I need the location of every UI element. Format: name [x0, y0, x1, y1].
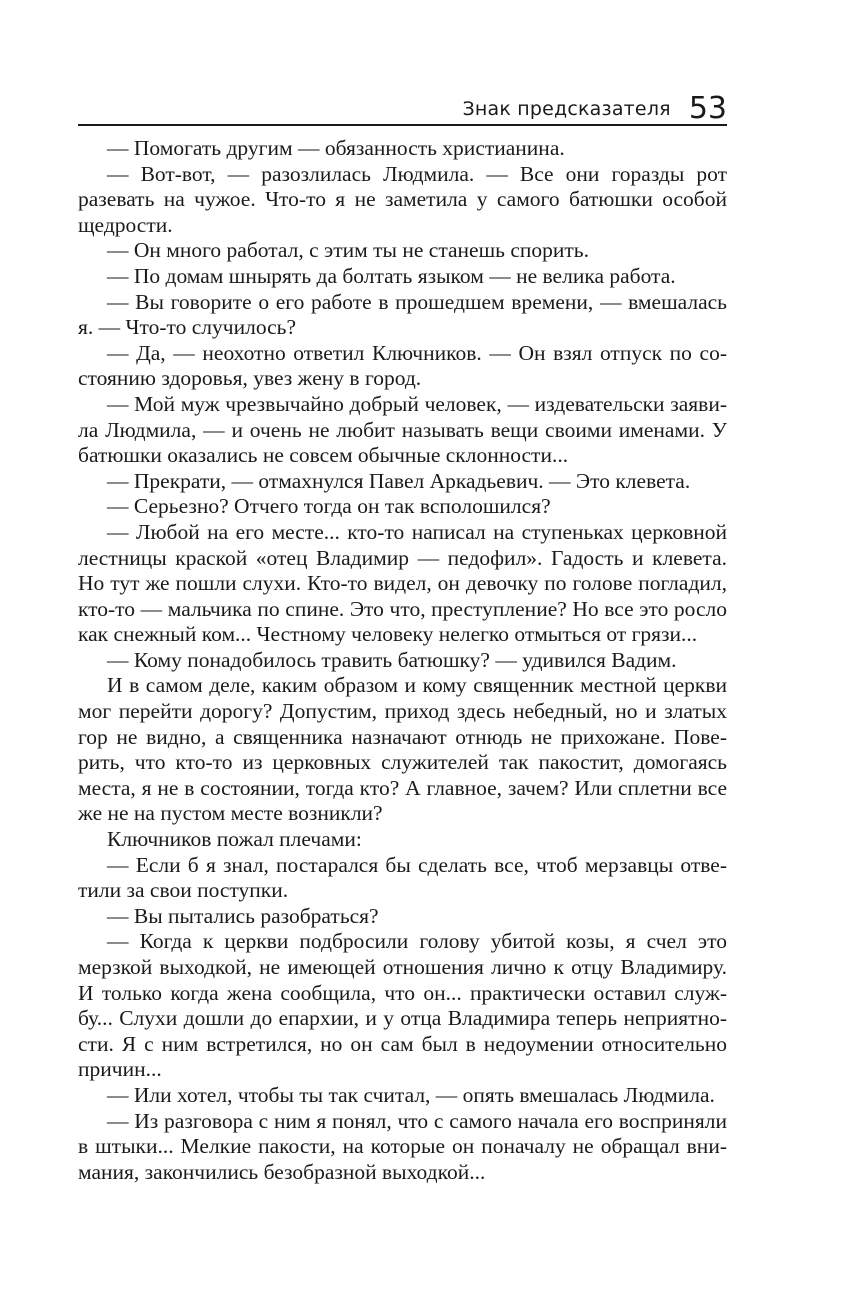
running-header	[78, 84, 727, 126]
paragraph: — Если б я знал, постарался бы сделать все, чтоб мерзавцы ответили за свои поступки.	[78, 852, 727, 903]
paragraph: — Он много работал, с этим ты не станешь спорить.	[107, 238, 589, 263]
paragraph: Ключников пожал плечами:	[107, 827, 362, 852]
paragraph: — Мой муж чрезвычайно добрый человек, — издевательски заявила Людмила, — и очень не любит называть вещи своими именами. У батюшки оказались не совсем обычные склонности...	[78, 391, 727, 468]
paragraph: И в самом деле, каким образом и кому священник местной церкви мог перейти дорогу? Допустим, приход здесь небедный, но и златых гор не видно, а священника назначают отнюдь не прихожане. Поверить, что кто-то из церковных служителей так пакостит, домогаясь места, я не в состоянии, тогда кто? А главное, зачем? Или сплетни все же не на пустом месте возникли?	[78, 673, 727, 826]
paragraph: — Любой на его месте... кто-то написал на ступеньках церковной лестницы краской «отец Владимир — педофил». Гадость и клевета. Но тут же пошли слухи. Кто-то видел, он девочку по голове погладил, кто-то — мальчика по спине. Это что, преступление? Но все это росло как снежный ком... Честному человеку нелегко отмыться от грязи...	[78, 519, 727, 647]
paragraph: — Серьезно? Отчего тогда он так всполошился?	[107, 494, 551, 519]
paragraph: — Помогать другим — обязанность христианина.	[107, 136, 565, 160]
paragraph: — Вы пытались разобраться?	[107, 903, 379, 928]
paragraph: — По домам шнырять да болтать языком — не велика работа.	[107, 263, 676, 288]
paragraph: — Кому понадобилось травить батюшку? — удивился Вадим.	[107, 647, 677, 672]
paragraph: — Вот-вот, — разозлилась Людмила. — Все они горазды рот разевать на чужое. Что-то я не заметила у самого батюшки особой щедрости.	[78, 161, 727, 237]
paragraph: — Вы говорите о его работе в прошедшем времени, — вмешалась я. — Что-то случилось?	[78, 289, 727, 340]
paragraph: — Прекрати, — отмахнулся Павел Аркадьевич. — Это клевета.	[107, 468, 691, 493]
paragraph: — Когда к церкви подбросили голову убитой козы, я счел это мерзкой выходкой, не имеющей отношения лично к отцу Владимиру. И только когда жена сообщила, что он... практически оставил службу... Слухи дошли до епархии, и у отца Владимира теперь неприятности. Я с ним встретился, но он сам был в недоумении относительно причин...	[78, 929, 727, 1082]
running-title: Знак предсказателя	[462, 98, 671, 120]
paragraph: — Да, — неохотно ответил Ключников. — Он взял отпуск по состоянию здоровья, увез жену в город.	[78, 340, 727, 391]
paragraph: — Или хотел, чтобы ты так считал, — опять вмешалась Людмила.	[107, 1082, 715, 1107]
paragraph: — Из разговора с ним я понял, что с самого начала его восприняли в штыки... Мелкие пакости, на которые он поначалу не обращал внимания, закончились безобразной выходкой...	[78, 1108, 727, 1184]
page-number: 53	[688, 91, 727, 126]
body-text	[78, 136, 727, 1185]
